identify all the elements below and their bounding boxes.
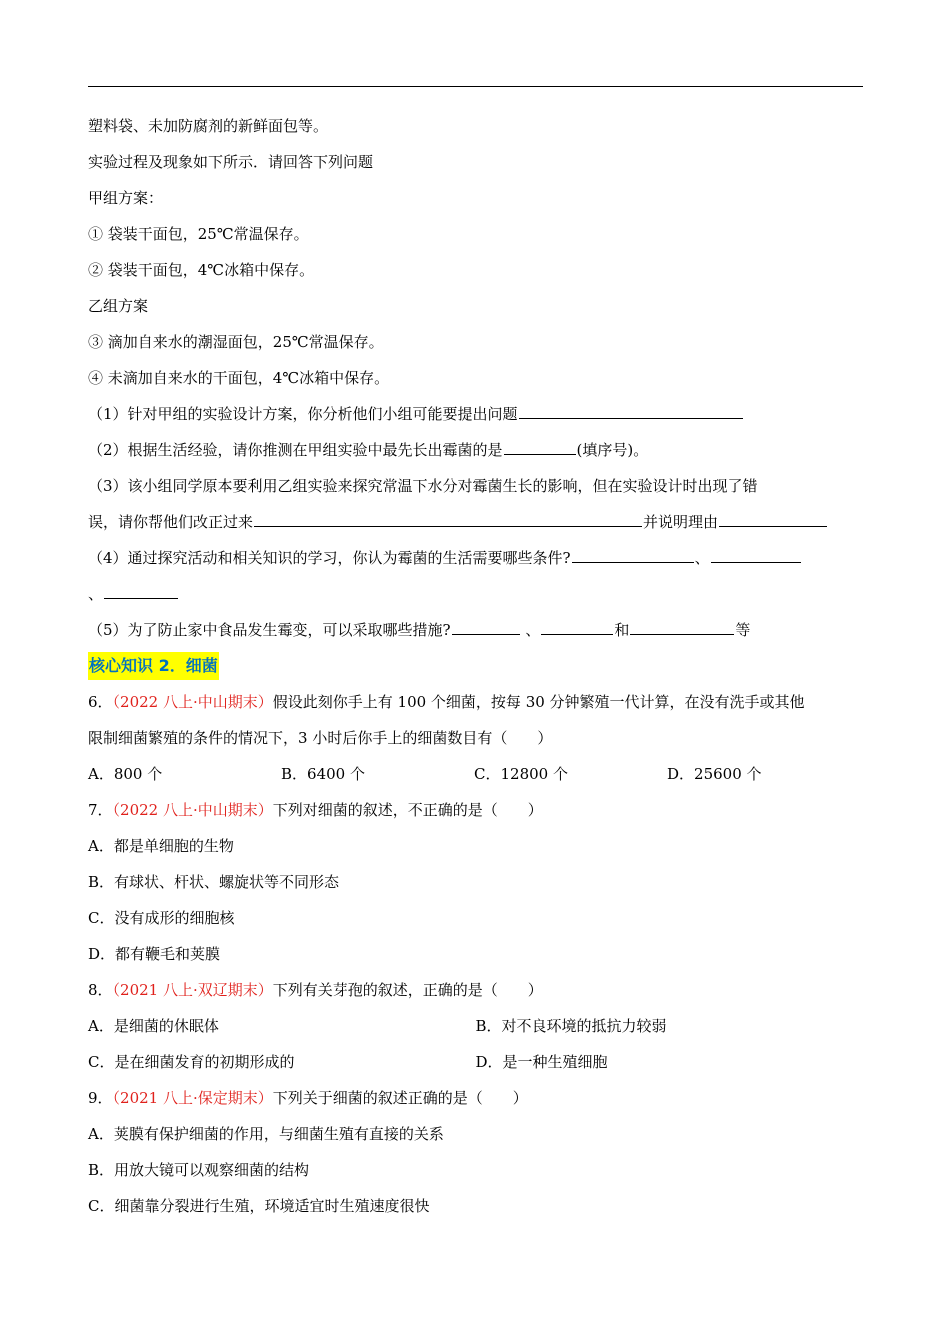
header-rule (88, 86, 863, 87)
question-text: 下列对细菌的叙述，不正确的是（ ） (272, 801, 543, 819)
question-number: 9． (88, 1089, 113, 1107)
option-b[interactable]: B．用放大镜可以观察细菌的结构 (88, 1161, 310, 1179)
option-b[interactable]: B．6400 个 (281, 765, 365, 783)
intro-line: 甲组方案： (88, 189, 164, 207)
page-content (88, 112, 863, 1228)
section-heading-row (88, 652, 863, 688)
separator: 、 (520, 621, 541, 639)
separator: 等 (735, 621, 751, 639)
separator: 和 (614, 621, 630, 639)
option-d[interactable]: D．都有鞭毛和荚膜 (88, 945, 221, 963)
intro-line: ① 袋装干面包，25℃常温保存。 (88, 225, 309, 243)
options-row (88, 1048, 863, 1084)
intro-line: ④ 未滴加自来水的干面包，4℃冰箱中保存。 (88, 369, 390, 387)
question-9 (88, 1084, 863, 1120)
answer-blank[interactable] (519, 402, 743, 419)
question-4-cont (88, 580, 863, 616)
option-d[interactable]: D．25600 个 (667, 765, 762, 783)
question-5 (88, 616, 863, 652)
answer-blank[interactable] (711, 546, 801, 563)
answer-blank[interactable] (452, 618, 520, 635)
answer-blank[interactable] (504, 438, 576, 455)
question-text: （3）该小组同学原本要利用乙组实验来探究常温下水分对霉菌生长的影响，但在实验设计时出现了错 (88, 477, 758, 495)
option-a[interactable]: A．是细菌的休眠体 (88, 1017, 219, 1035)
option-c[interactable]: C．12800 个 (474, 765, 568, 783)
question-text: 假设此刻你手上有 100 个细菌，按每 30 分钟繁殖一代计算，在没有洗手或其他 (272, 693, 805, 711)
question-text: 下列有关芽孢的叙述，正确的是（ ） (272, 981, 543, 999)
intro-line: 实验过程及现象如下所示．请回答下列问题 (88, 153, 374, 171)
intro-line: ③ 滴加自来水的潮湿面包，25℃常温保存。 (88, 333, 384, 351)
question-1 (88, 400, 863, 436)
option-a[interactable]: A．800 个 (88, 765, 163, 783)
question-2 (88, 436, 863, 472)
answer-blank[interactable] (719, 510, 827, 527)
answer-blank[interactable] (104, 582, 178, 599)
intro-line: 塑料袋、未加防腐剂的新鲜面包等。 (88, 117, 329, 135)
question-text: （4）通过探究活动和相关知识的学习，你认为霉菌的生活需要哪些条件? (88, 549, 571, 567)
answer-blank[interactable] (541, 618, 613, 635)
answer-blank[interactable] (630, 618, 734, 635)
option-d[interactable]: D．是一种生殖细胞 (475, 1053, 608, 1071)
question-text: （5）为了防止家中食品发生霉变，可以采取哪些措施? (88, 621, 451, 639)
question-text: （1）针对甲组的实验设计方案，你分析他们小组可能要提出问题 (88, 405, 518, 423)
option-b[interactable]: B．有球状、杆状、螺旋状等不同形态 (88, 873, 340, 891)
separator: 、 (694, 549, 710, 567)
question-3-cont (88, 508, 863, 544)
question-7 (88, 796, 863, 832)
option-c[interactable]: C．没有成形的细胞核 (88, 909, 235, 927)
question-8 (88, 976, 863, 1012)
question-text: 误，请你帮他们改正过来 (88, 513, 254, 531)
question-6 (88, 688, 863, 724)
question-source: （2022 八上·中山期末） (112, 801, 273, 819)
question-source: （2021 八上·保定期末） (112, 1089, 273, 1107)
question-6-cont: 限制细菌繁殖的条件的情况下，3 小时后你手上的细菌数目有（ ） (88, 729, 553, 747)
options-row (88, 760, 863, 796)
question-3 (88, 472, 863, 508)
option-b[interactable]: B．对不良环境的抵抗力较弱 (475, 1017, 667, 1035)
question-number: 7． (88, 801, 113, 819)
intro-line: 乙组方案 (88, 297, 149, 315)
intro-line: ② 袋装干面包，4℃冰箱中保存。 (88, 261, 315, 279)
question-text: (填序号)。 (576, 441, 649, 459)
question-text: （2）根据生活经验，请你推测在甲组实验中最先长出霉菌的是 (88, 441, 503, 459)
answer-blank[interactable] (572, 546, 694, 563)
option-a[interactable]: A．都是单细胞的生物 (88, 837, 234, 855)
options-row (88, 1012, 863, 1048)
answer-blank[interactable] (254, 510, 642, 527)
question-text: 并说明理由 (643, 513, 719, 531)
option-c[interactable]: C．是在细菌发育的初期形成的 (88, 1053, 295, 1071)
question-source: （2022 八上·中山期末） (112, 693, 273, 711)
option-c[interactable]: C．细菌靠分裂进行生殖，环境适宜时生殖速度很快 (88, 1197, 430, 1215)
section-heading: 核心知识 2．细菌 (88, 652, 219, 680)
separator: 、 (88, 585, 104, 603)
question-number: 8． (88, 981, 113, 999)
question-number: 6． (88, 693, 113, 711)
question-4 (88, 544, 863, 580)
option-a[interactable]: A．荚膜有保护细菌的作用，与细菌生殖有直接的关系 (88, 1125, 444, 1143)
question-source: （2021 八上·双辽期末） (112, 981, 273, 999)
question-text: 下列关于细菌的叙述正确的是（ ） (272, 1089, 528, 1107)
